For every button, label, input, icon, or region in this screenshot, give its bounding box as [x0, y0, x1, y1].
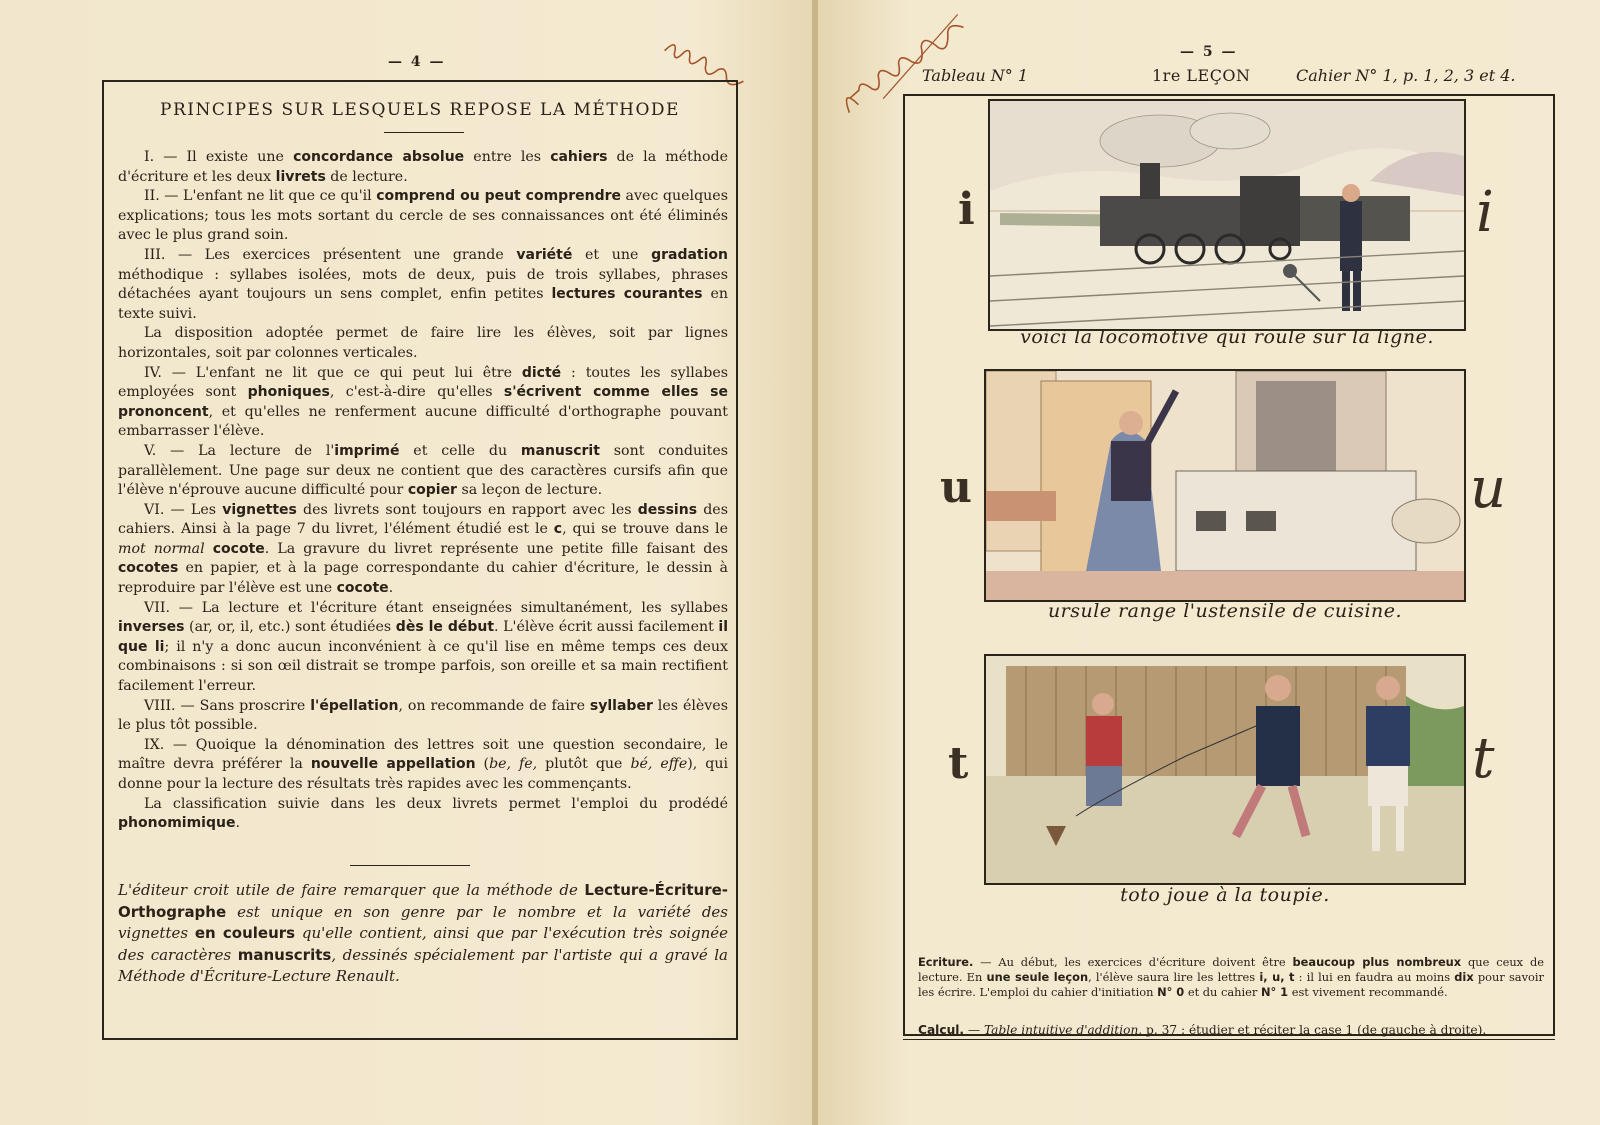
spinning-top-drawing: [986, 656, 1464, 883]
print-letter-t: t: [948, 738, 969, 789]
principle-paragraph: [118, 324, 728, 363]
bold-text: Calcul.: [918, 1023, 965, 1037]
text-run: (ar, or, il, etc.) sont étudiées: [184, 619, 396, 636]
bold-text: comprend ou peut comprendre: [376, 188, 621, 205]
text-run: et une: [572, 246, 652, 263]
calcul-note: [918, 1023, 1558, 1037]
italic-text: mot normal: [118, 540, 205, 557]
bold-text: dix: [1454, 970, 1474, 984]
text-run: de la méthode d'écriture et les deux: [118, 149, 728, 185]
book-gutter: [812, 0, 818, 1125]
bold-text: vignettes: [222, 501, 297, 518]
bold-text: cocote: [212, 540, 265, 557]
principle-paragraph: [118, 599, 728, 697]
text-run: , c'est-à-dire qu'elles: [329, 384, 504, 401]
principle-paragraph: [118, 148, 728, 187]
bold-text: en couleurs: [194, 924, 296, 942]
page-number-left: — 4 —: [388, 54, 446, 70]
text-run: — Au début, les exercices d'écriture doivent être: [973, 955, 1293, 969]
text-run: les élèves le plus tôt possible.: [118, 697, 728, 734]
text-run: que ceux de lecture. En: [918, 955, 1544, 984]
locomotive-illustration: [988, 99, 1466, 331]
text-run: sa leçon de lecture.: [456, 482, 603, 499]
text-run: (: [475, 756, 490, 773]
text-run: .: [235, 815, 240, 832]
bold-text: manuscrits: [237, 945, 332, 964]
caption-kitchen: ursule range l'ustensile de cuisine.: [1047, 600, 1403, 622]
bold-text: phoniques: [247, 384, 330, 401]
text-run: en papier, et à la page correspondante du cahier d'écriture, le dessin à reproduire par l'élève est une: [118, 560, 728, 597]
text-run: . La gravure du livret représente une petite fille faisant des: [264, 540, 728, 557]
text-run: I. — Il existe une: [144, 149, 294, 165]
cursive-letter-t: t: [1472, 726, 1495, 791]
bold-text: manuscrit: [520, 442, 600, 459]
bold-text: N° 0: [1157, 985, 1185, 999]
text-run: .: [388, 580, 394, 597]
bold-text: livrets: [275, 168, 326, 185]
text-run: IV. — L'enfant ne lit que ce qui peut lui être: [144, 364, 522, 381]
kitchen-drawing: [986, 371, 1464, 600]
section-divider: [350, 865, 470, 866]
text-run: ), qui donne pour la lecture des résultats très rapides avec les commençants.: [118, 756, 729, 792]
text-run: —: [964, 1023, 984, 1037]
text-run: , p. 37 : étudier et réciter la case 1 (de gauche à droite).: [1138, 1023, 1487, 1037]
bold-text: dès le début: [395, 619, 495, 636]
text-run: en texte suivi.: [118, 286, 728, 322]
editor-note: [118, 880, 728, 988]
text-run: III. — Les exercices présentent une grande: [144, 246, 517, 263]
text-run: sont conduites parallèlement. Une page sur deux ne contient que des caractères cursifs afin que l'élève n'éprouve aucune difficulté pour: [118, 442, 728, 499]
text-run: VII. — La lecture et l'écriture étant enseignées simultanément, les syllabes: [144, 599, 728, 616]
principles-list: [118, 148, 728, 834]
bold-text: Ecriture.: [918, 955, 974, 969]
text-run: plutôt que: [537, 756, 631, 773]
page-number-right: — 5 —: [1180, 44, 1238, 60]
bold-text: i, u, t: [1259, 970, 1295, 984]
locomotive-drawing: [990, 101, 1464, 329]
spinning-top-illustration: [984, 654, 1466, 885]
principle-paragraph: [118, 246, 728, 324]
bold-text: l'épellation: [310, 697, 399, 714]
bold-text: copier: [407, 482, 457, 499]
principle-paragraph: [118, 442, 728, 501]
text-run: est unique en son genre par le nombre et la variété des vignettes: [118, 902, 728, 942]
cahier-label: Cahier N° 1, p. 1, 2, 3 et 4.: [1296, 66, 1516, 85]
text-run: méthodique : syllabes isolées, mots de deux, puis de trois syllabes, phrases détachées ayant toujours un sens complet, enfin petites: [118, 266, 728, 303]
principle-paragraph: [118, 795, 728, 834]
bold-text: cocote: [336, 580, 389, 597]
print-letter-u: u: [940, 462, 972, 513]
text-run: La disposition adoptée permet de faire lire les élèves, soit par lignes horizontales, soit par colonnes verticales.: [118, 325, 728, 361]
text-run: des livrets sont toujours en rapport avec les: [296, 501, 638, 518]
bold-text: beaucoup plus nombreux: [1292, 955, 1462, 969]
bold-text: variété: [516, 246, 573, 263]
bold-text: cahiers: [550, 149, 608, 165]
principle-paragraph: [118, 187, 728, 246]
text-run: : il lui en faudra au moins: [1294, 970, 1455, 984]
bold-text: cocotes: [118, 560, 179, 577]
bold-text: il que li: [118, 619, 728, 655]
bold-text: N° 1: [1260, 985, 1289, 999]
bold-text: phonomimique: [118, 815, 236, 832]
principles-title: PRINCIPES SUR LESQUELS REPOSE LA MÉTHODE: [160, 100, 680, 120]
text-run: des cahiers. Ainsi à la page 7 du livret, l'élément étudié est le: [118, 501, 728, 538]
kitchen-illustration: [984, 369, 1466, 602]
text-run: entre les: [464, 149, 551, 165]
bold-text: imprimé: [334, 442, 400, 459]
title-divider: [384, 132, 464, 133]
text-run: ; il n'y a donc aucun inconvénient à ce qu'il lise en même temps ces deux combinaisons : si son œil distrait se trompe parfois, son oreille et sa main rectifient facilement l'erreur.: [118, 638, 728, 695]
text-run: et du cahier: [1184, 985, 1261, 999]
bold-text: lectures courantes: [551, 286, 703, 303]
footer-divider: [903, 1039, 1555, 1040]
text-run: La classification suivie dans les deux livrets permet l'emploi du prodédé: [144, 795, 728, 812]
bold-text: gradation: [651, 246, 728, 263]
cursive-letter-i: i: [1476, 180, 1494, 245]
tableau-label: Tableau N° 1: [922, 66, 1028, 85]
caption-locomotive: voici la locomotive qui roule sur la ligne.: [1020, 326, 1434, 348]
text-run: avec quelques explications; tous les mots sortant du cercle de ses connaissances ont été éliminés avec le plus grand soin.: [118, 188, 728, 244]
text-run: pour savoir les écrire. L'emploi du cahier d'initiation: [918, 970, 1544, 999]
text-run: , on recommande de faire: [398, 697, 590, 714]
text-run: qu'elle contient, ainsi que par l'exécution très soignée des caractères: [118, 924, 728, 964]
bold-text: c: [553, 521, 563, 538]
bold-text: inverses: [118, 619, 185, 636]
text-run: et celle du: [399, 442, 521, 459]
text-run: V. — La lecture de l': [144, 442, 335, 459]
italic-text: Table intuitive d'addition: [984, 1023, 1139, 1037]
text-run: de lecture.: [325, 168, 408, 185]
bold-text: concordance absolue: [293, 149, 465, 165]
cursive-letter-u: u: [1470, 456, 1507, 521]
text-run: IX. — Quoique la dénomination des lettres soit une question secondaire, le maître devra préférer la: [118, 736, 728, 773]
text-run: VI. — Les: [144, 501, 223, 518]
print-letter-i: i: [958, 184, 975, 235]
caption-spinning-top: toto joue à la toupie.: [1120, 884, 1330, 906]
ecriture-note: [918, 955, 1544, 1000]
bold-text: dicté: [521, 364, 562, 381]
text-run: , qui se trouve dans le: [562, 521, 728, 538]
bold-text: syllaber: [589, 697, 653, 714]
text-run: II. — L'enfant ne lit que ce qu'il: [144, 188, 377, 205]
text-run: . L'élève écrit aussi facilement: [494, 619, 719, 636]
principle-paragraph: [118, 697, 728, 736]
text-run: VIII. — Sans proscrire: [144, 697, 311, 714]
text-run: : toutes les syllabes employées sont: [118, 364, 728, 401]
italic-text: bé, effe: [630, 756, 688, 773]
principle-paragraph: [118, 501, 728, 599]
text-run: L'éditeur croit utile de faire remarquer que la méthode de: [118, 881, 585, 899]
principles-box: [102, 80, 738, 1040]
bold-text: s'écrivent comme elles se prononcent: [118, 384, 729, 420]
text-run: , dessinés spécialement par l'artiste qui a gravé la Méthode d'Écriture-Lecture Renault.: [118, 945, 728, 985]
text-run: , l'élève saura lire les lettres: [1088, 970, 1260, 984]
text-run: [205, 541, 213, 557]
bold-text: nouvelle appellation: [310, 756, 476, 773]
text-run: , et qu'elles ne renferment aucune difficulté d'orthographe pouvant embarrasser l'élève.: [118, 403, 728, 440]
text-run: est vivement recommandé.: [1288, 985, 1448, 999]
bold-text: une seule leçon: [986, 970, 1089, 984]
italic-text: be, fe,: [489, 756, 538, 773]
principle-paragraph: [118, 364, 728, 442]
lesson-label: 1re LEÇON: [1152, 66, 1251, 85]
bold-text: Lecture-Écriture-Orthographe: [118, 881, 728, 921]
principle-paragraph: [118, 736, 728, 795]
bold-text: dessins: [637, 501, 698, 518]
